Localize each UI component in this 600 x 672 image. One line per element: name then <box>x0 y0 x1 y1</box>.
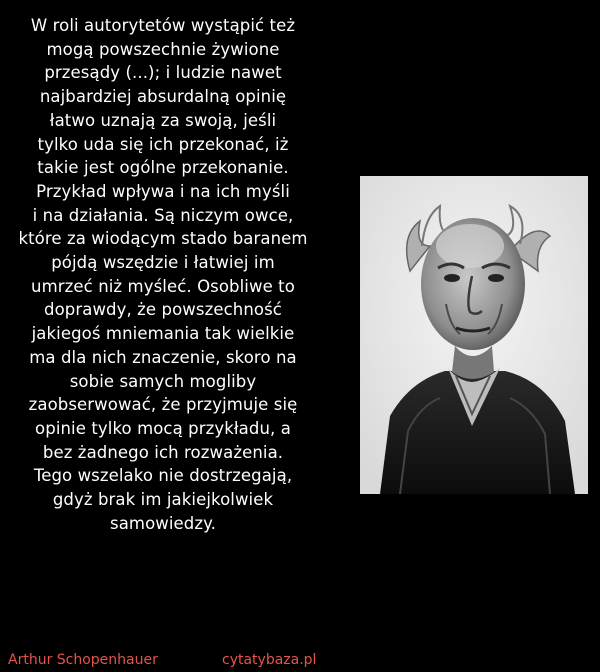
author-portrait-sketch-icon <box>360 176 588 494</box>
quote-line: umrzeć niż myśleć. Osobliwe to <box>31 276 295 296</box>
quote-line: tylko uda się ich przekonać, iż <box>37 134 289 154</box>
quote-line: gdyż brak im jakiejkolwiek <box>52 490 274 510</box>
quote-line: najbardziej absurdalną opinię <box>39 87 287 107</box>
quote-line: ma dla nich znaczenie, skoro na <box>29 347 297 367</box>
quote-text <box>8 14 318 535</box>
quote-line: pójdą wszędzie i łatwiej im <box>51 253 275 273</box>
quote-line: zaobserwować, że przyjmuje się <box>28 395 298 415</box>
footer-author-name: Arthur Schopenhauer <box>8 652 158 668</box>
quote-line: opinie tylko mocą przykładu, a <box>35 418 291 438</box>
quote-line: doprawdy, że powszechność <box>44 300 282 320</box>
author-portrait <box>360 176 588 494</box>
quote-line: jakiegoś mniemania tak wielkie <box>31 324 295 344</box>
quote-line: mogą powszechnie żywione <box>46 39 280 59</box>
quote-line: Tego wszelako nie dostrzegają, <box>33 466 293 486</box>
footer-site-link[interactable]: cytatybaza.pl <box>222 652 317 668</box>
quote-line: W roli autorytetów wystąpić też <box>30 16 296 35</box>
quote-line: i na działania. Są niczym owce, <box>32 205 294 225</box>
quote-line: sobie samych mogliby <box>69 371 257 391</box>
quote-line: bez żadnego ich rozważenia. <box>42 442 284 462</box>
quote-line: łatwo uznają za swoją, jeśli <box>49 110 277 130</box>
quote-line: samowiedzy. <box>110 513 216 533</box>
quote-line: które za wiodącym stado baranem <box>18 229 308 249</box>
quote-line: takie jest ogólne przekonanie. <box>37 158 289 178</box>
quote-line: Przykład wpływa i na ich myśli <box>36 181 290 201</box>
quote-line: przesądy (...); i ludzie nawet <box>44 63 282 83</box>
